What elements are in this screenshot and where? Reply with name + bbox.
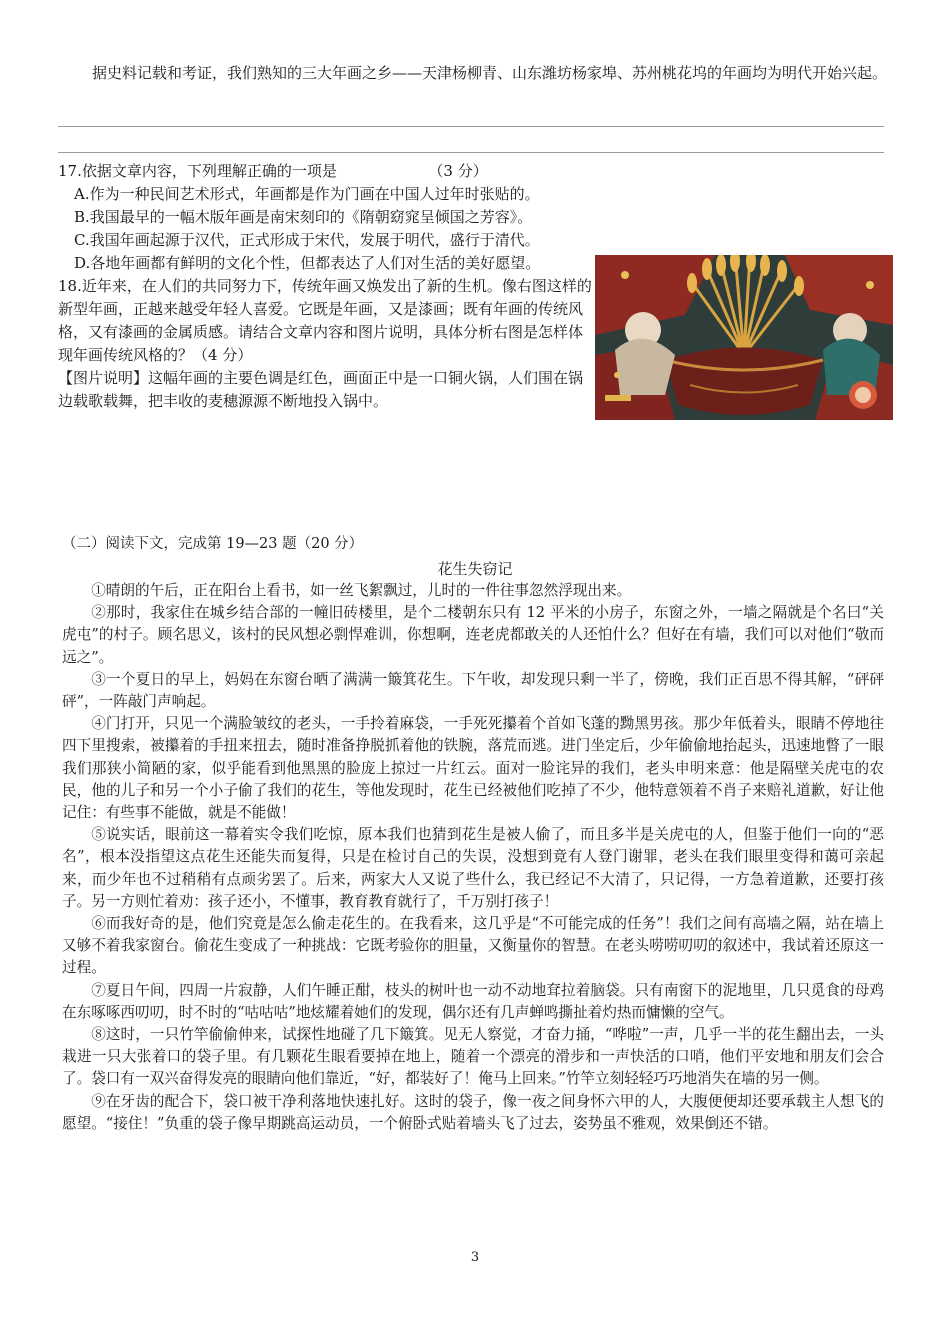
question-block — [58, 160, 593, 413]
story-paragraph: ⑨在牙齿的配合下，袋口被干净利落地快速扎好。这时的袋子，像一夜之间身怀六甲的人，大腹便便却还要承载主人想飞的愿望。“接住！”负重的袋子像早期跳高运动员，一个俯卧式贴着墙头飞了过去，姿势虽不雅观，效果倒还不错。 — [62, 1092, 884, 1132]
story-paragraph: ⑥而我好奇的是，他们究竟是怎么偷走花生的。在我看来，这几乎是“不可能完成的任务”！我们之间有高墙之隔，站在墙上又够不着我家窗台。偷花生变成了一种挑战：它既考验你的胆量，又衡量你的智慧。在老头唠唠叨叨的叙述中，我试着还原这一过程。 — [62, 915, 884, 977]
q17-stem: 17.依据文章内容，下列理解正确的一项是 — [58, 162, 337, 180]
story-paragraph: ⑦夏日午间，四周一片寂静，人们午睡正酣，枝头的树叶也一动不动地耷拉着脑袋。只有南窗下的泥地里，几只觅食的母鸡在东啄啄西叨叨，时不时的“咕咕咕”地炫耀着她们的发现，偶尔还有几声蝉鸣撕扯着灼热而慵懒的空气。 — [62, 981, 884, 1021]
q17-stem-row — [58, 160, 593, 183]
q18-text: 18.近年来，在人们的共同努力下，传统年画又焕发出了新的生机。像右图这样的新型年画，正越来越受年轻人喜爱。它既是年画，又是漆画；既有年画的传统风格，又有漆画的金属质感。请结合文章内容和图片说明，具体分析右图是怎样体现年画传统风格的？（4 分） — [58, 277, 592, 364]
q17-option-d: D.各地年画都有鲜明的文化个性，但都表达了人们对生活的美好愿望。 — [74, 254, 541, 272]
q17-score: （3 分） — [428, 162, 488, 180]
answer-line-1 — [58, 126, 884, 127]
lacquer-new-year-painting — [595, 255, 893, 420]
story-paragraph: ⑧这时，一只竹竿偷偷伸来，试探性地碰了几下簸箕。见无人察觉，才奋力捅，“哗啦”一声，几乎一半的花生翻出去，一头栽进一只大张着口的袋子里。有几颗花生眼看要掉在地上，随着一个漂亮的滑步和一声快活的口哨，他们平安地和朋友们会合了。袋口有一双兴奋得发亮的眼睛向他们靠近，“好，都装好了！俺马上回来。”竹竿立刻轻轻巧巧地消失在墙的另一侧。 — [62, 1026, 884, 1088]
story-paragraph: ①晴朗的午后，正在阳台上看书，如一丝飞絮飘过，儿时的一件往事忽然浮现出来。 — [91, 582, 632, 599]
q17-option-b: B.我国最早的一幅木版年画是南宋刻印的《隋朝窈窕呈倾国之芳容》。 — [74, 208, 533, 226]
answer-line-2 — [58, 152, 884, 153]
story-paragraph: ②那时，我家住在城乡结合部的一幢旧砖楼里，是个二楼朝东只有 12 平米的小房子，东窗之外，一墙之隔就是个名曰“关虎屯”的村子。顾名思义，该村的民风想必剽悍难训，你想啊，连老虎都敢关的人还怕什么？但好在有墙，我们可以对他们“敬而远之”。 — [62, 604, 884, 666]
painting-illustration — [595, 255, 893, 420]
story-paragraph: ④门打开，只见一个满脸皱纹的老头，一手拎着麻袋，一手死死攥着个首如飞蓬的黝黑男孩。那少年低着头，眼睛不停地往四下里搜索，被攥着的手扭来扭去，随时准备挣脱抓着他的铁腕，落荒而逃。进门坐定后，少年偷偷地抬起头，迅速地瞥了一眼我们那狭小简陋的家，似乎能看到他黑黑的脸庞上掠过一片红云。面对一脸诧异的我们，老头申明来意：他是隔壁关虎屯的农民，他的儿子和另一个小子偷了我们的花生，等他发现时，花生已经被他们吃掉了不少，他特意领着不肖子来赔礼道歉，好让他记住：有些事不能做，就是不能做！ — [62, 715, 884, 822]
story-paragraph: ③一个夏日的早上，妈妈在东窗台晒了满满一簸箕花生。下午收，却发现只剩一半了，傍晚，我们正百思不得其解，“砰砰砰”，一阵敲门声响起。 — [62, 670, 884, 711]
page-number: 3 — [470, 1250, 480, 1265]
story-paragraph: ⑤说实话，眼前这一幕着实令我们吃惊，原本我们也猜到花生是被人偷了，而且多半是关虎屯的人，但鉴于他们一向的“恶名”，根本没指望这点花生还能失而复得，只是在检讨自己的失误，没想到竟有人登门谢罪，老头在我们眼里变得和蔼可亲起来，而少年也不过稍稍有点顽劣罢了。后来，两家大人又说了些什么，我已经记不大清了，只记得，一方急着道歉，还要打孩子。另一方则忙着劝：孩子还小，不懂事，教育教育就行了，千万别打孩子！ — [62, 826, 884, 910]
story-body — [62, 580, 884, 1135]
story-title: 花生失窃记 — [437, 560, 513, 578]
q17-option-c: C.我国年画起源于汉代，正式形成于宋代，发展于明代，盛行于清代。 — [74, 231, 540, 249]
q17-option-a: A.作为一种民间艺术形式，年画都是作为门画在中国人过年时张贴的。 — [74, 185, 540, 203]
section-heading: （二）阅读下文，完成第 19—23 题（20 分） — [62, 536, 364, 552]
intro-paragraph: 据史料记载和考证，我们熟知的三大年画之乡——天津杨柳青、山东潍坊杨家埠、苏州桃花坞的年画均为明代开始兴起。 — [92, 64, 888, 82]
q18-caption: 【图片说明】这幅年画的主要色调是红色，画面正中是一口铜火锅，人们围在锅边载歌载舞，把丰收的麦穗源源不断地投入锅中。 — [58, 369, 584, 410]
